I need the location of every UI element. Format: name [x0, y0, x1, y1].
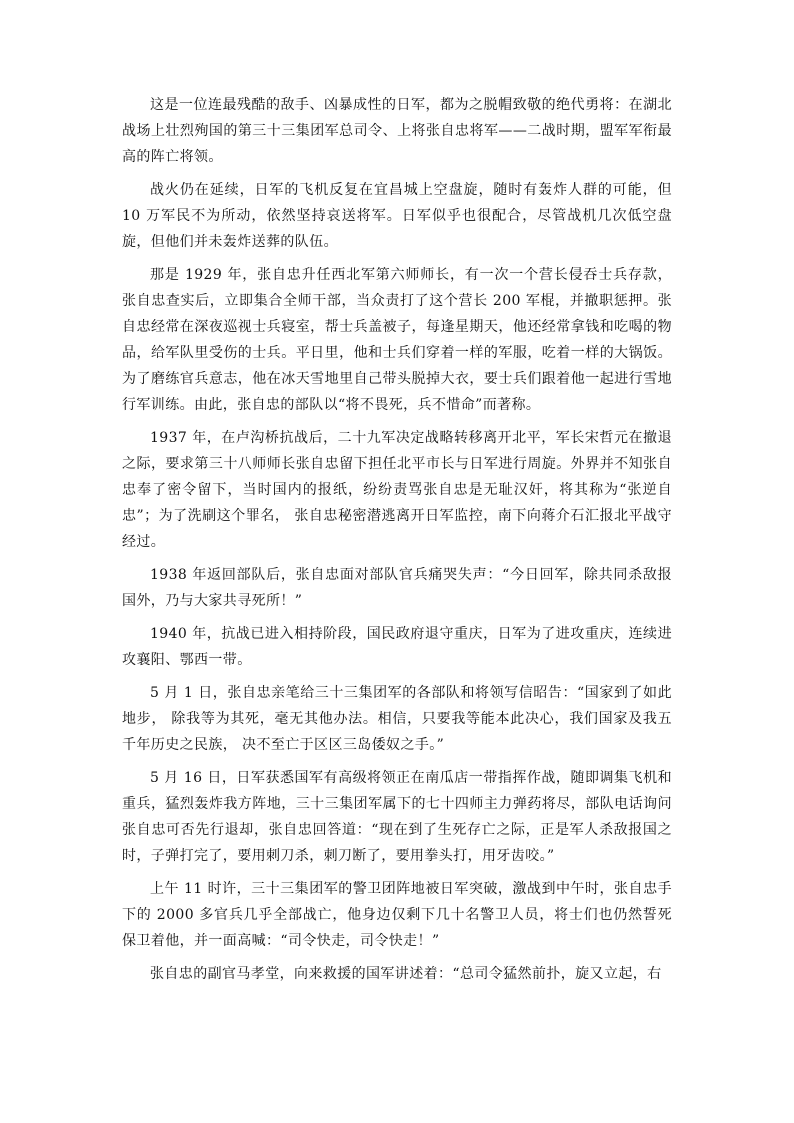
document-body — [122, 92, 672, 987]
paragraph-5: 1938 年返回部队后，张自忠面对部队官兵痛哭失声：“今日回军，除共同杀敌报国外，乃与大家共寻死所！” — [122, 567, 672, 609]
paragraph-2: 战火仍在延续，日军的飞机反复在宜昌城上空盘旋，随时有轰炸人群的可能，但 10 万军民不为所动，依然坚持哀送将军。日军似乎也很配合，尽管战机几次低空盘旋，但他们并未轰炸送葬的队伍。 — [122, 182, 672, 250]
paragraph-4: 1937 年，在卢沟桥抗战后，二十九军决定战略转移离开北平，军长宋哲元在撤退之际，要求第三十八师师长张自忠留下担任北平市长与日军进行周旋。外界并不知张自忠奉了密令留下，当时国内的报纸，纷纷责骂张自忠是无耻汉奸，将其称为“张逆自忠”；为了洗刷这个罪名， 张自忠秘密潜逃离开日军监控，南下向蒋介石汇报北平战守经过。 — [122, 430, 672, 550]
paragraph-8: 5 月 16 日，日军获悉国军有高级将领正在南瓜店一带指挥作战，随即调集飞机和重兵，猛烈轰炸我方阵地，三十三集团军属下的七十四师主力弹药将尽，部队电话询问张自忠可否先行退却，张自忠回答道：“现在到了生死存亡之际，正是军人杀敌报国之时，子弹打完了，要用刺刀杀，刺刀断了，要用拳头打，用牙齿咬。” — [122, 770, 672, 864]
paragraph-9: 上午 11 时许，三十三集团军的警卫团阵地被日军突破，激战到中午时，张自忠手下的 2000 多官兵几乎全部战亡，他身边仅剩下几十名警卫人员，将士们也仍然誓死保卫着他，并一面高喊：“司令快走，司令快走！” — [122, 881, 672, 949]
paragraph-7: 5 月 1 日，张自忠亲笔给三十三集团军的各部队和将领写信昭告：“国家到了如此地步， 除我等为其死，毫无其他办法。相信，只要我等能本此决心，我们国家及我五千年历史之民族， 决不至亡于区区三岛倭奴之手。” — [122, 685, 672, 753]
paragraph-3: 那是 1929 年，张自忠升任西北军第六师师长，有一次一个营长侵吞士兵存款，张自忠查实后，立即集合全师干部，当众责打了这个营长 200 军棍，并撤职惩押。张自忠经常在深夜巡视士兵寝室，帮士兵盖被子，每逢星期天，他还经常拿钱和吃喝的物品，给军队里受伤的士兵。平日里，他和士兵们穿着一样的军服，吃着一样的大锅饭。为了磨练官兵意志，他在冰天雪地里自己带头脱掉大衣，要士兵们跟着他一起进行雪地行军训练。由此，张自忠的部队以“将不畏死，兵不惜命”而著称。 — [122, 267, 672, 413]
paragraph-10: 张自忠的副官马孝堂，向来救援的国军讲述着：“总司令猛然前扑，旋又立起，右 — [150, 966, 662, 982]
paragraph-1: 这是一位连最残酷的敌手、凶暴成性的日军，都为之脱帽致敬的绝代勇将：在湖北战场上壮烈殉国的第三十三集团军总司令、上将张自忠将军——二战时期，盟军军衔最高的阵亡将领。 — [122, 97, 672, 165]
paragraph-6: 1940 年，抗战已进入相持阶段，国民政府退守重庆，日军为了进攻重庆，连续进攻襄阳、鄂西一带。 — [122, 626, 672, 668]
